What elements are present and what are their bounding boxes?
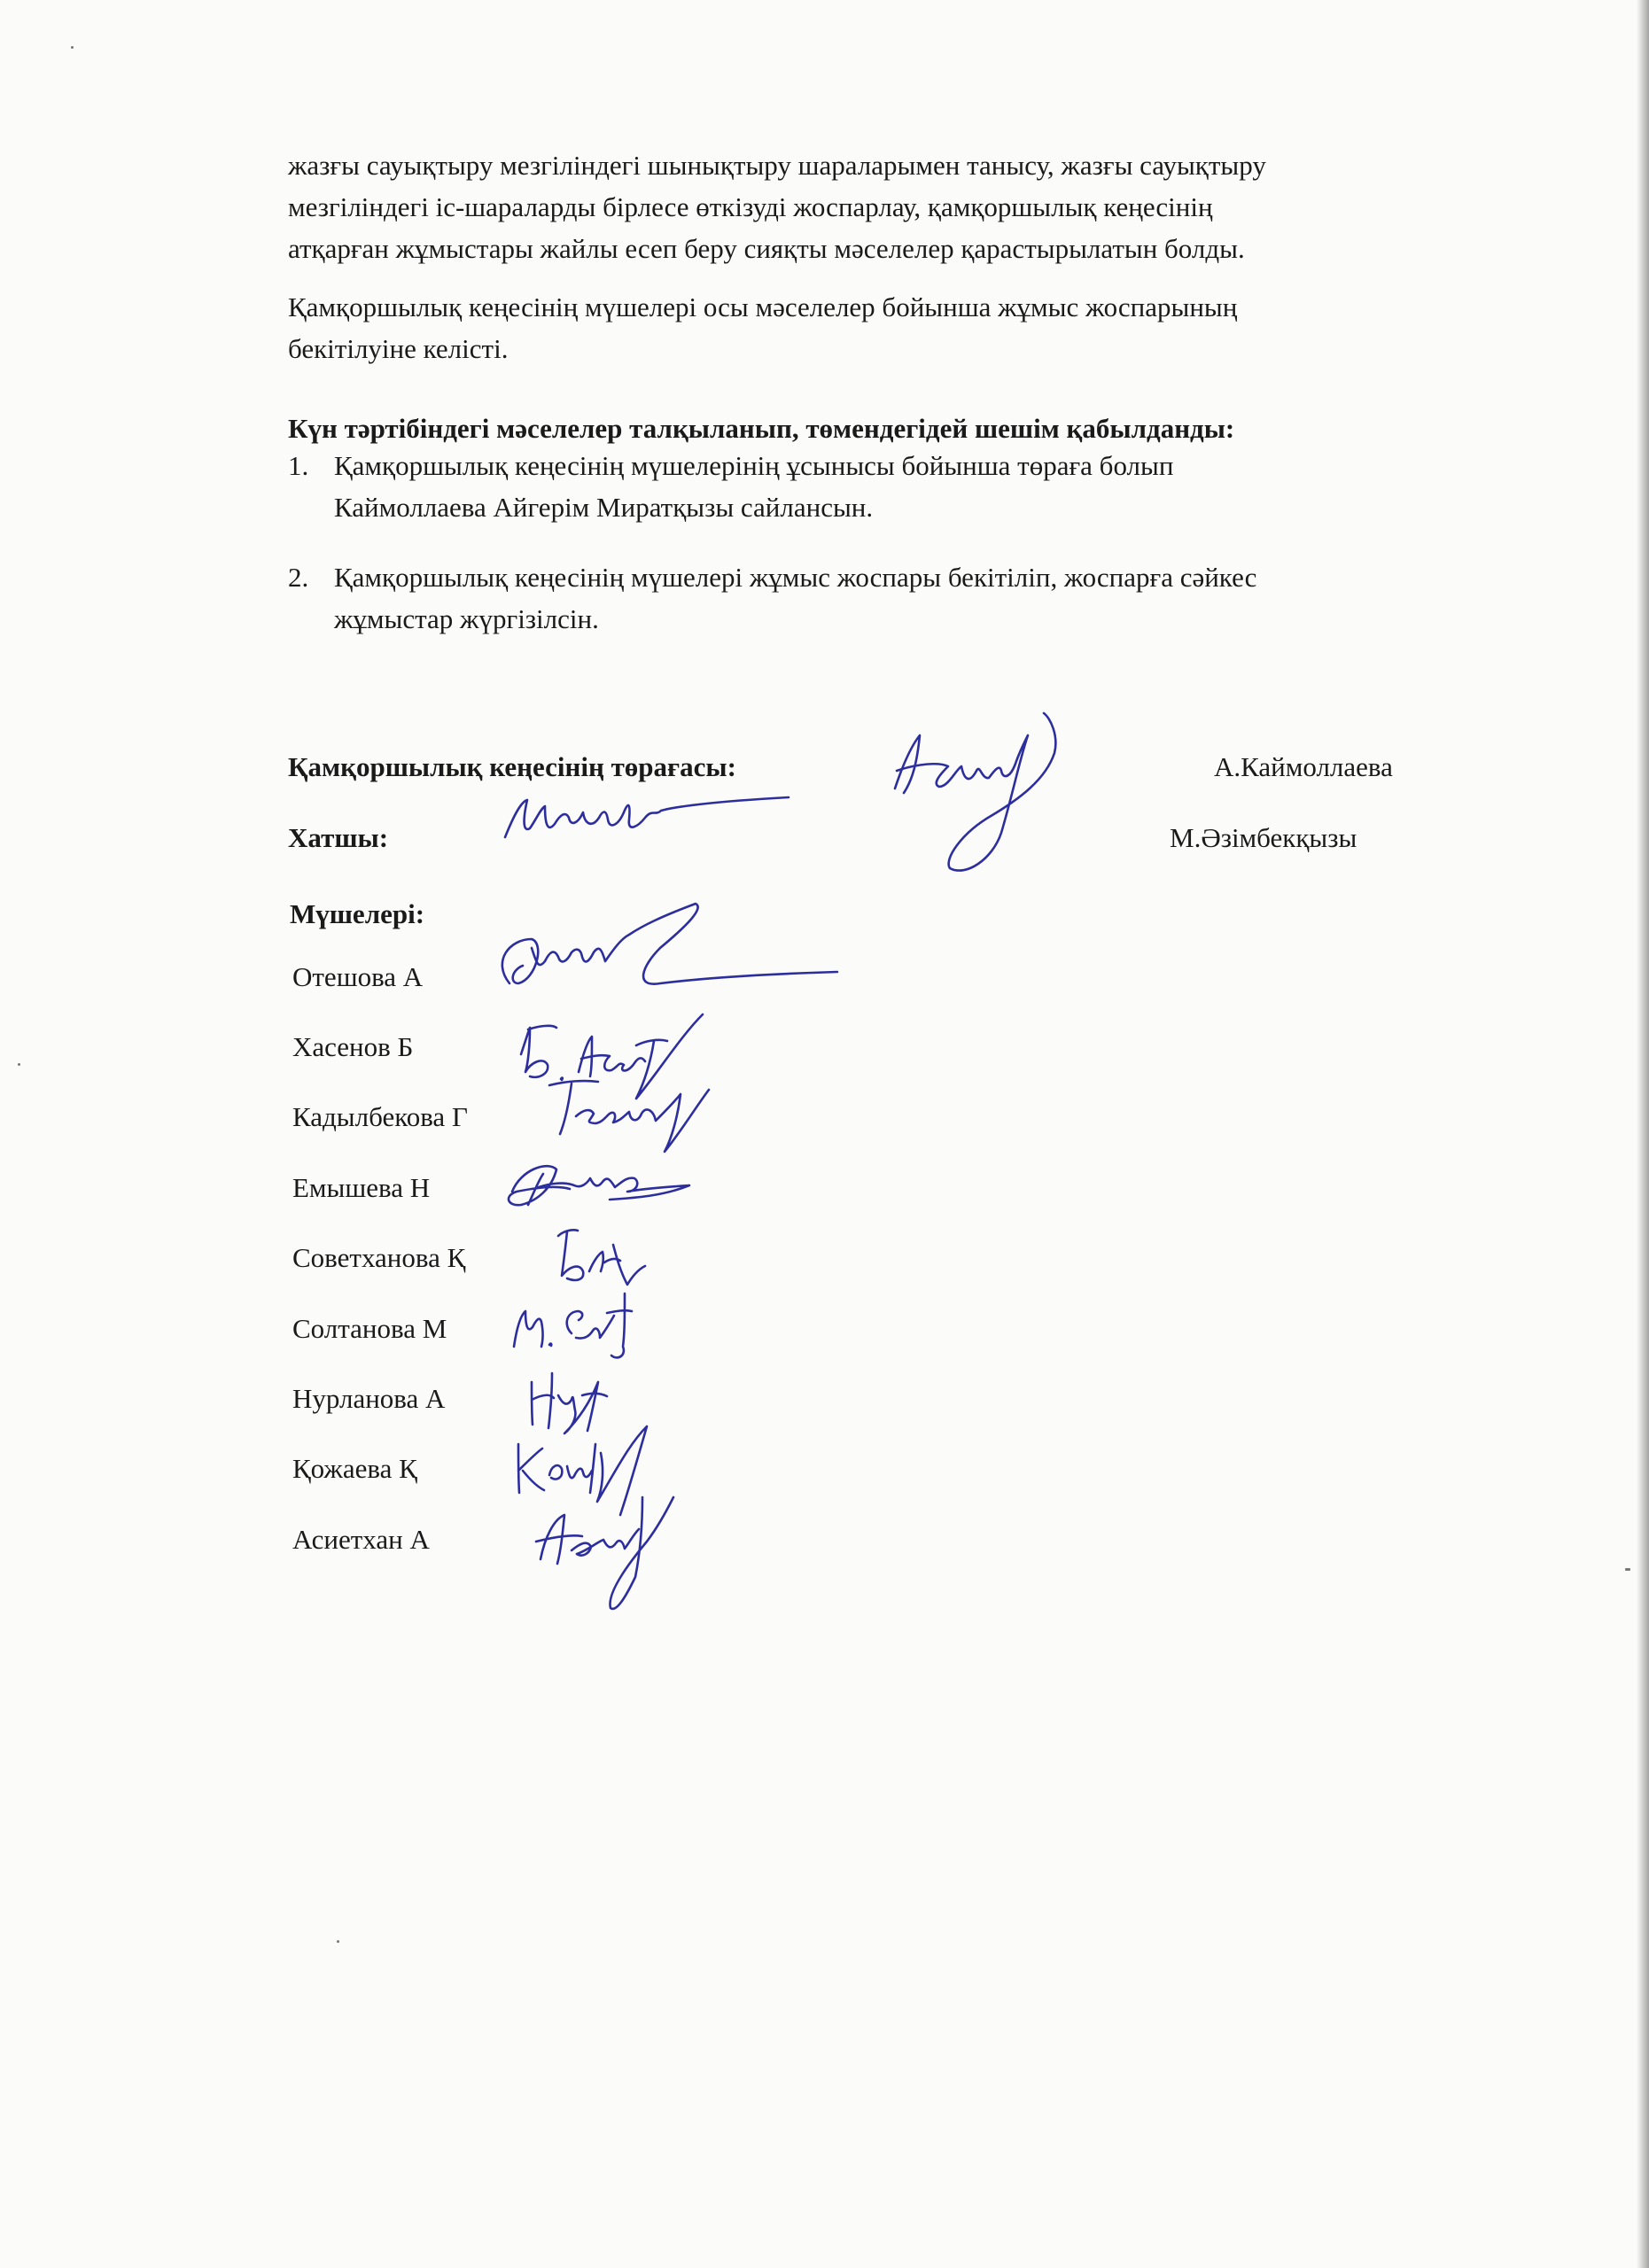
- members-label: Мүшелері:: [290, 898, 425, 929]
- paragraph-agreement: [288, 286, 1466, 369]
- chair-signature: [877, 682, 1081, 886]
- decision-heading: Күн тәртібіндегі мәселелер талқыланып, төмендегідей шешім қабылданды:: [288, 413, 1235, 444]
- paragraph-line: Қамқоршылық кеңесінің мүшелері осы мәселелер бойынша жұмыс жоспарының: [288, 291, 1238, 322]
- decision-item-line: Қамқоршылық кеңесінің мүшелері жұмыс жоспары бекітіліп, жоспарға сәйкес: [334, 562, 1257, 593]
- scan-speck: [337, 1940, 339, 1943]
- scan-speck: [1625, 1568, 1630, 1571]
- decision-item-number: 1.: [288, 450, 309, 481]
- paragraph-line: бекітілуіне келісті.: [288, 333, 509, 364]
- scan-speck: [71, 46, 74, 49]
- secretary-label: Хатшы:: [288, 822, 389, 853]
- member-name: Солтанова М: [292, 1313, 447, 1344]
- decision-item-line: жұмыстар жүргізілсін.: [334, 603, 599, 634]
- member-name: Хасенов Б: [292, 1031, 414, 1062]
- paragraph-line: мезгіліндегі іс-шараларды бірлесе өткізуді жоспарлау, қамқоршылық кеңесінің: [288, 191, 1213, 222]
- member-name: Советханова Қ: [292, 1242, 466, 1273]
- decision-item-line: Каймоллаева Айгерім Миратқызы сайлансын.: [334, 492, 874, 523]
- decision-item-line: Қамқоршылық кеңесінің мүшелерінің ұсынысы бойынша төраға болып: [334, 450, 1174, 481]
- member-name: Асиетхан А: [292, 1524, 430, 1555]
- member-signature-9: [518, 1462, 696, 1621]
- paragraph-line: атқарған жұмыстары жайлы есеп беру сияқты мәселелер қарастырылатын болды.: [288, 233, 1245, 264]
- decision-item-number: 2.: [288, 562, 309, 593]
- member-name: Нурланова А: [292, 1383, 446, 1414]
- chair-label: Қамқоршылық кеңесінің төрағасы:: [288, 751, 736, 782]
- member-name: Емышева Н: [292, 1172, 431, 1203]
- member-name: Қожаева Қ: [292, 1453, 417, 1484]
- secretary-signature: [496, 784, 797, 855]
- paragraph-intro: [288, 144, 1466, 269]
- scan-edge-shadow: [1637, 0, 1649, 2268]
- member-name: Отешова А: [292, 961, 424, 992]
- member-name: Кадылбекова Г: [292, 1101, 468, 1132]
- paragraph-line: жазғы сауықтыру мезгіліндегі шынықтыру шараларымен танысу, жазғы сауықтыру: [288, 150, 1266, 181]
- secretary-name: М.Әзімбекқызы: [1170, 822, 1357, 853]
- chair-name: А.Каймоллаева: [1214, 751, 1393, 782]
- scan-speck: [18, 1063, 20, 1066]
